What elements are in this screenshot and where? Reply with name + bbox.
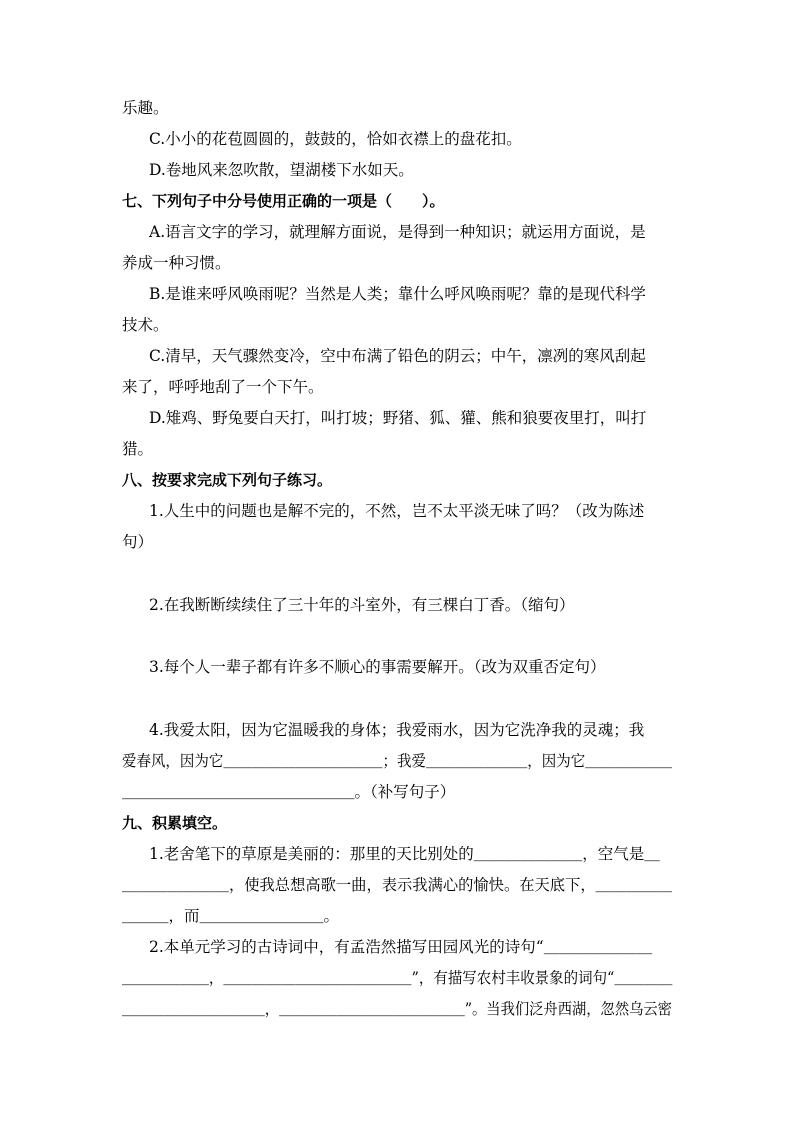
section-9-heading: 九、积累填空。 <box>122 814 228 832</box>
fill-blank-line: ＿＿＿＿＿＿＿＿＿＿，＿＿＿＿＿＿＿＿＿＿＿＿＿”。当我们泛舟西湖，忽然乌云密 <box>122 1000 672 1018</box>
section-7-heading: 七、下列句子中分号使用正确的一项是（ ）。 <box>122 192 445 210</box>
fill-blank-line: ＿＿＿，而＿＿＿＿＿＿＿＿。 <box>122 907 340 925</box>
option-c-line: C.清早，天气骤然变冷，空中布满了铅色的阴云；中午，凛冽的寒风刮起 <box>149 347 646 365</box>
text-line: 技术。 <box>122 316 169 334</box>
question-line: 2.在我断断续续住了三十年的斗室外，有三棵白丁香。（缩句） <box>149 596 575 614</box>
text-line: 来了，呼呼地刮了一个下午。 <box>122 378 324 396</box>
section-8-heading: 八、按要求完成下列句子练习。 <box>122 471 333 489</box>
option-b-line: B.是谁来呼风唤雨呢？当然是人类；靠什么呼风唤雨呢？靠的是现代科学 <box>149 285 646 303</box>
fill-blank-line: ＿＿＿＿＿＿＿＿＿＿＿＿＿＿＿。（补写句子） <box>122 783 456 801</box>
question-line: 1.人生中的问题也是解不完的，不然，岂不太平淡无味了吗？（改为陈述 <box>149 502 645 520</box>
option-c-line: C.小小的花苞圆圆的，鼓鼓的，恰如衣襟上的盘花扣。 <box>149 130 522 148</box>
fill-blank-line: ＿＿＿＿＿＿，＿＿＿＿＿＿＿＿＿＿＿＿＿”，有描写农村丰收景象的词句“＿＿＿＿ <box>122 969 673 987</box>
text-line: 猎。 <box>122 440 154 458</box>
question-line: 2.本单元学习的古诗词中，有孟浩然描写田园风光的诗句“＿＿＿＿＿＿＿ <box>149 938 653 956</box>
question-line: 1.老舍笔下的草原是美丽的：那里的天比别处的＿＿＿＿＿＿＿，空气是＿ <box>149 845 660 863</box>
question-line: 4.我爱太阳，因为它温暖我的身体；我爱雨水，因为它洗净我的灵魂；我 <box>149 721 645 739</box>
text-line: 乐趣。 <box>122 99 169 117</box>
fill-blank-line: 爱春风，因为它＿＿＿＿＿＿＿＿＿＿＿；我爱＿＿＿＿＿＿＿，因为它＿＿＿＿＿＿ <box>122 752 673 770</box>
question-line: 3.每个人一辈子都有许多不顺心的事需要解开。（改为双重否定句） <box>149 658 606 676</box>
fill-blank-line: ＿＿＿＿＿＿＿，使我总想高歌一曲，表示我满心的愉快。在天底下，＿＿＿＿＿ <box>122 876 673 894</box>
text-line: 句） <box>122 533 154 551</box>
option-d-line: D.卷地风来忽吹散，望湖楼下水如天。 <box>149 161 414 179</box>
option-a-line: A.语言文字的学习，就理解方面说，是得到一种知识；就运用方面说，是 <box>149 223 646 241</box>
text-line: 养成一种习惯。 <box>122 254 231 272</box>
option-d-line: D.雉鸡、野兔要白天打，叫打坡；野猪、狐、獾、熊和狼要夜里打，叫打 <box>149 409 647 427</box>
